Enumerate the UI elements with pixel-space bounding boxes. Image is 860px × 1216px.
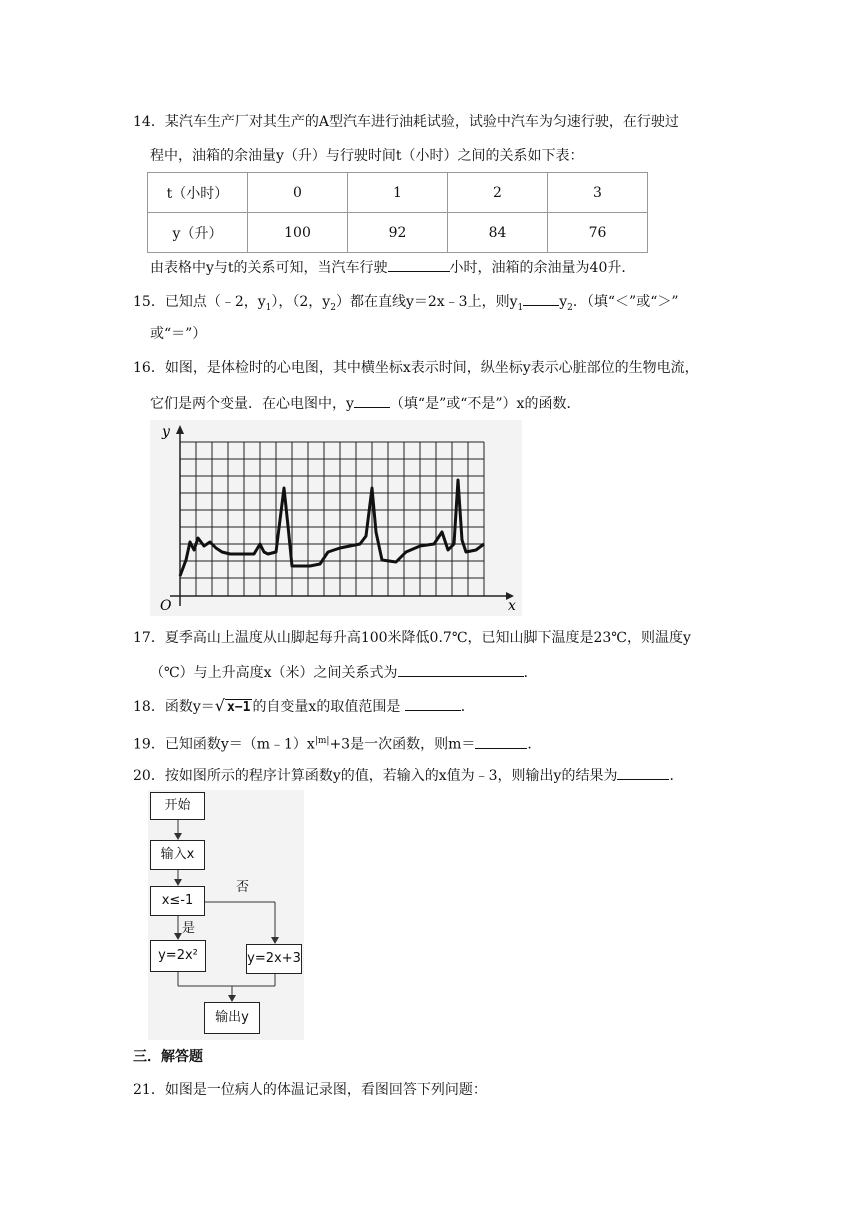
q21-line xyxy=(133,1080,487,1100)
q18-text-a: 函数y＝ xyxy=(164,699,215,715)
q14-data-table xyxy=(147,172,648,253)
q17-text-a: （℃）与上升高度x（米）之间关系式为 xyxy=(150,665,398,681)
flow-no-label: 否 xyxy=(236,880,250,895)
q18-number: 18． xyxy=(133,699,165,715)
q15-sub: 2 xyxy=(330,302,336,313)
table-cell: 84 xyxy=(448,213,548,253)
q15-line1 xyxy=(133,291,679,318)
q20-line xyxy=(133,765,683,786)
answer-blank[interactable] xyxy=(617,765,669,780)
q18-text-c: ． xyxy=(460,699,475,715)
q20-text-b: ． xyxy=(669,768,684,784)
q14-line3 xyxy=(150,257,635,278)
answer-blank[interactable] xyxy=(398,662,524,677)
q19-text-c: ． xyxy=(527,736,542,753)
table-row xyxy=(148,213,648,253)
answer-blank[interactable] xyxy=(523,291,559,306)
q18-text-b: 的自变量x的取值范围是 xyxy=(252,699,401,715)
q19-line xyxy=(133,731,541,755)
table-cell: 0 xyxy=(248,173,348,213)
q20-text-a: 按如图所示的程序计算函数y的值，若输入的x值为﹣3，则输出y的结果为 xyxy=(164,768,618,784)
q19-text-b: +3是一次函数，则m＝ xyxy=(329,736,476,753)
table-cell: t（小时） xyxy=(148,173,248,213)
flow-right-formula-box: y=2x+3 xyxy=(246,944,302,974)
q15-text-e: ．（填“＜”或“＞” xyxy=(572,294,679,310)
table-cell: y（升） xyxy=(148,213,248,253)
flow-condition-box: x≤-1 xyxy=(150,886,205,916)
sqrt-icon: √ xyxy=(214,696,225,715)
answer-blank[interactable] xyxy=(354,393,390,408)
answer-blank[interactable] xyxy=(475,734,527,749)
q16-text-line1: 如图，是体检时的心电图，其中横坐标x表示时间，纵坐标y表示心脏部位的生物电流， xyxy=(164,360,699,376)
q21-number: 21． xyxy=(133,1082,165,1098)
answer-blank[interactable] xyxy=(388,257,450,272)
table-cell: 100 xyxy=(248,213,348,253)
q20-number: 20． xyxy=(133,768,165,784)
flow-start-box: 开始 xyxy=(150,792,205,820)
table-cell: 2 xyxy=(448,173,548,213)
q15-sub: 1 xyxy=(517,302,524,313)
q14-text-line3a: 由表格中y与t的关系可知，当汽车行驶 xyxy=(150,260,388,276)
q17-text-b: ． xyxy=(523,665,538,681)
q19-exponent: |m| xyxy=(314,736,330,746)
q19-text-a: 已知函数y＝（m﹣1）x xyxy=(164,736,315,753)
flow-yes-label: 是 xyxy=(182,921,196,936)
flow-output-box: 输出y xyxy=(204,1002,260,1034)
ecg-background xyxy=(150,420,522,616)
q17-text-line1: 夏季高山上温度从山脚起每升高100米降低0.7℃，已知山脚下温度是23℃，则温度y xyxy=(164,630,691,646)
table-cell: 3 xyxy=(548,173,648,213)
q17-number: 17． xyxy=(133,630,165,646)
q21-text: 如图是一位病人的体温记录图，看图回答下列问题： xyxy=(164,1082,487,1098)
q17-line1 xyxy=(133,628,691,648)
q19-number: 19． xyxy=(133,736,165,753)
origin-label: O xyxy=(160,598,172,614)
table-cell: 1 xyxy=(348,173,448,213)
q15-line2: 或“＝”） xyxy=(150,326,207,342)
q17-line2 xyxy=(150,662,538,683)
flow-left-formula-box: y=2x² xyxy=(150,940,206,972)
q16-line1 xyxy=(133,358,699,378)
q16-line2 xyxy=(150,393,580,414)
x-axis-label: x xyxy=(508,598,516,614)
table-cell: 76 xyxy=(548,213,648,253)
q15-text-a: 已知点（﹣2，y xyxy=(164,294,266,310)
ecg-figure xyxy=(150,420,522,616)
flow-input-box: 输入x xyxy=(150,840,205,870)
q16-number: 16． xyxy=(133,360,165,376)
q16-text-a: 它们是两个变量．在心电图中，y xyxy=(150,396,354,412)
y-axis-label: y xyxy=(162,424,170,440)
q14-text-line3b: 小时，油箱的余油量为40升． xyxy=(449,260,636,276)
flowchart xyxy=(148,790,304,1040)
table-row xyxy=(148,173,648,213)
q15-text-c: ）都在直线y＝2x﹣3上，则y xyxy=(335,294,518,310)
q14-number: 14． xyxy=(133,114,165,130)
q16-text-b: （填“是”或“不是”）x的函数． xyxy=(389,396,581,412)
q18-line xyxy=(133,696,475,717)
answer-blank[interactable] xyxy=(405,696,461,711)
q14-line2: 程中，油箱的余油量y（升）与行驶时间t（小时）之间的关系如下表： xyxy=(150,148,584,164)
q15-text-d: y xyxy=(559,294,568,310)
q14-text-line1: 某汽车生产厂对其生产的A型汽车进行油耗试验，试验中汽车为匀速行驶，在行驶过 xyxy=(164,114,679,130)
q15-text-b: ），（2，y xyxy=(271,294,331,310)
q14-line1 xyxy=(133,112,679,132)
table-cell: 92 xyxy=(348,213,448,253)
q15-sub: 1 xyxy=(265,302,272,313)
q18-radicand: x−1 xyxy=(226,700,251,715)
q15-number: 15． xyxy=(133,294,165,310)
section-heading: 三．解答题 xyxy=(133,1049,203,1065)
q15-sub: 2 xyxy=(567,302,573,313)
